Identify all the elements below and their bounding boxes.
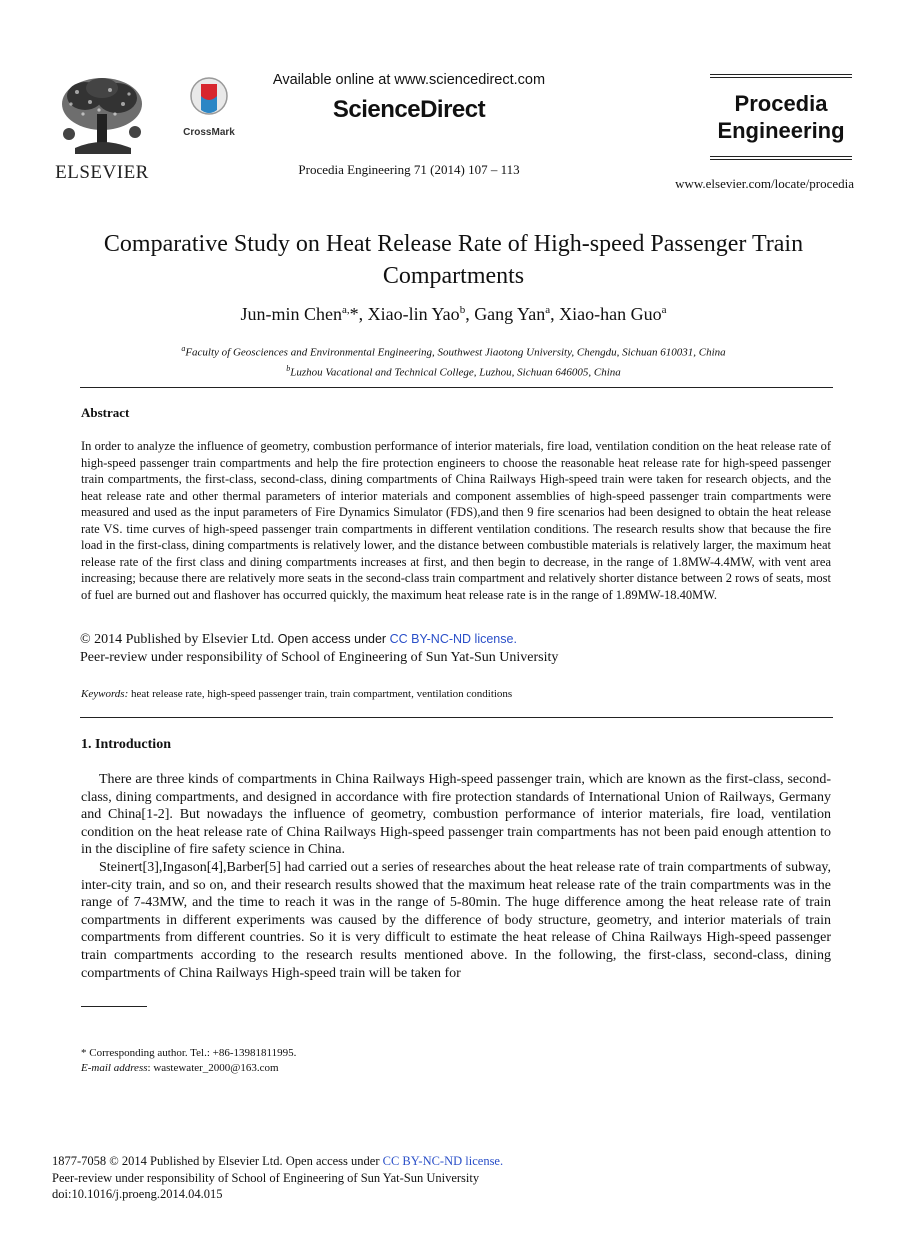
article-title: Comparative Study on Heat Release Rate of High-speed Passenger Train Compartments — [103, 231, 804, 289]
journal-title — [710, 90, 852, 144]
elsevier-tree-icon — [55, 74, 149, 156]
issn-line: 1877-7058 © 2014 Published by Elsevier Ltd. Open access under CC BY-NC-ND license. — [52, 1154, 504, 1168]
paragraph: Steinert[3],Ingason[4],Barber[5] had carried out a series of researches about the heat release rate of train compartments of subway, inter-city train, and so on, and their research results showed that the maximum heat release rate of the train compartments was in the range of 7-43MW, and the time to reach it was in the range of 5-80min. The huge difference among the heat release rate of train compartments in different experiments was caused by the difference of body structure, geometry, and interior materials of train compartments from different countries. So it is very difficult to estimate the heat release of China Railways High-speed passenger train compartments according to the research results mentioned above. In the following, the first-class, second-class, dining compartments of China Railways High-speed train will be taken for — [81, 859, 831, 981]
author: Xiao-han Guo$^a$ — [559, 304, 667, 324]
bottom-license-link[interactable]: CC BY-NC-ND license. — [382, 1154, 504, 1168]
sciencedirect-logo[interactable]: ScienceDirect — [332, 96, 486, 123]
author-list — [60, 304, 847, 325]
journal-masthead — [710, 74, 852, 180]
keywords: Keywords: heat release rate, high-speed passenger train, train compartment, ventilation conditions — [81, 688, 513, 700]
affiliation: $^a$Faculty of Geosciences and Environmental Engineering, Southwest Jiaotong University, Chengdu, Sichuan 610031, China — [181, 344, 726, 359]
peer-review-line: Peer-review under responsibility of School of Engineering of Sun Yat-Sun University — [80, 650, 559, 665]
journal-reference: Procedia Engineering 71 (2014) 107 – 113 — [298, 162, 520, 177]
bottom-matter — [52, 1153, 812, 1203]
elsevier-logo — [52, 74, 152, 183]
email-line: E-mail address: wastewater_2000@163.com — [81, 1062, 279, 1074]
license-link[interactable]: CC BY-NC-ND license. — [389, 632, 517, 646]
masthead-rule — [710, 74, 852, 75]
section-divider — [80, 387, 833, 388]
journal-title-line1: Procedia — [734, 91, 828, 116]
introduction-heading: 1. Introduction — [81, 737, 171, 752]
available-online-text[interactable]: Available online at www.sciencedirect.com — [272, 72, 546, 88]
masthead-rule — [710, 156, 852, 157]
elsevier-wordmark: ELSEVIER — [55, 162, 149, 183]
section-divider — [80, 717, 833, 718]
author: Jun-min Chen$^{a,}$*, — [240, 304, 368, 324]
crossmark-icon — [189, 76, 229, 120]
paragraph: There are three kinds of compartments in China Railways High-speed passenger train, which are known as the first-class, second-class, dining compartments, and designed in accordance with fire protection standards of International Union of Railways, Germany and China[1-2]. But nowadays the influence of geometry, combustion performance of interior materials, fire load, ventilation condition on the heat release rate of China Railways High-speed passenger train compartments has not been paid enough attention to in the discipline of fire safety science in China. — [81, 772, 831, 858]
footnote — [81, 1046, 781, 1076]
affiliations — [60, 341, 847, 380]
bottom-peer-review: Peer-review under responsibility of School of Engineering of Sun Yat-Sun University — [52, 1170, 480, 1185]
journal-url[interactable]: www.elsevier.com/locate/procedia — [675, 176, 854, 191]
copyright-line: © 2014 Published by Elsevier Ltd. Open access under CC BY-NC-ND license. — [80, 632, 517, 647]
introduction-body — [81, 771, 831, 982]
footnote-rule — [81, 1006, 147, 1007]
copyright-block — [80, 630, 840, 667]
journal-title-line2: Engineering — [717, 118, 845, 143]
masthead-rule — [710, 77, 852, 78]
abstract-text: In order to analyze the influence of geometry, combustion performance of interior materials, fire load, ventilation condition on the heat release rate of high-speed passenger train compartments and help the fire protection engineers to choose the reasonable heat release rate for high-speed passenger train compartments, the first-class, second-class, dining compartments of China Railways High-speed train were taken for research objects, and the heat release rate and other thermal parameters of interior materials and component assemblies of high-speed passenger train compartments were measured and used as the input parameters of Fire Dynamics Simulator (FDS),and then 9 fire scenarios had been designed to obtain the heat release rate VS. time curves of high-speed passenger train compartments in different ventilation conditions. The research results show that because the fire load in the first-class, dining compartments is relatively lower, and the distance between combustible materials is relatively larger, the maximum heat release rate of the first class and dining compartments increases at first, and then begin to decrease, in the range of 1.8MW-4.4MW, with vent area increasing; because there are relatively more seats in the second-class train compartment and relatively shorter distance between 2 rows of seats, most of fuel are burned out and flashover has occurred quickly, the maximum heat release rate is in the range of 1.89MW-18.40MW. — [81, 439, 831, 602]
doi[interactable]: doi:10.1016/j.proeng.2014.04.015 — [52, 1187, 223, 1201]
crossmark-badge[interactable] — [178, 76, 240, 138]
affiliation: $^b$Luzhou Vacational and Technical College, Luzhou, Sichuan 646005, China — [286, 363, 621, 379]
author: Xiao-lin Yao$^b$, — [367, 304, 475, 324]
crossmark-label: CrossMark — [183, 127, 235, 138]
abstract-heading: Abstract — [81, 405, 130, 420]
author: Gang Yan$^a$, — [474, 304, 560, 324]
masthead-rule — [710, 159, 852, 160]
corresponding-author: * Corresponding author. Tel.: +86-13981811995. — [81, 1047, 297, 1059]
